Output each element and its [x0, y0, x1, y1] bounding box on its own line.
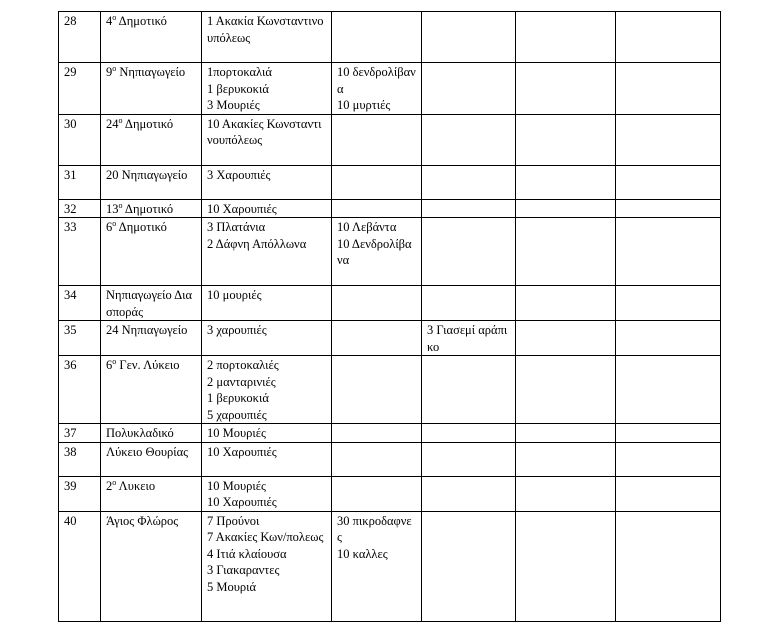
empty-cell: [516, 12, 616, 63]
shrubs-cell: [332, 476, 422, 511]
school-cell: $4^o$ Δημοτικό: [101, 12, 202, 63]
shrubs-cell: 30 πικροδαφνες 10 καλλες: [332, 511, 422, 621]
row-number: 34: [59, 286, 101, 321]
school-cell: Λύκειο Θουρίας: [101, 442, 202, 476]
empty-cell: [616, 424, 721, 443]
other-cell: [422, 424, 516, 443]
row-number: 29: [59, 63, 101, 115]
empty-cell: [516, 199, 616, 218]
school-cell: Άγιος Φλώρος: [101, 511, 202, 621]
trees-cell: 7 Προύνοι 7 Ακακίες Κων/πολεως 4 Ιτιά κλαίουσα 3 Γιακαραντες 5 Μουριά: [202, 511, 332, 621]
empty-cell: [516, 218, 616, 286]
table-row: [59, 286, 721, 321]
row-number: 35: [59, 321, 101, 356]
table-row: [59, 199, 721, 218]
school-cell: $13^o$ Δημοτικό: [101, 199, 202, 218]
empty-cell: [616, 321, 721, 356]
empty-cell: [516, 511, 616, 621]
empty-cell: [616, 442, 721, 476]
trees-cell: 3 Πλατάνια 2 Δάφνη Απόλλωνα: [202, 218, 332, 286]
shrubs-cell: [332, 356, 422, 424]
empty-cell: [516, 442, 616, 476]
school-cell: $2^o$ Λυκειο: [101, 476, 202, 511]
shrubs-cell: [332, 199, 422, 218]
trees-cell: 10 Μουριές: [202, 424, 332, 443]
shrubs-cell: [332, 286, 422, 321]
shrubs-cell: [332, 424, 422, 443]
empty-cell: [616, 218, 721, 286]
other-cell: [422, 356, 516, 424]
school-cell: 20 Νηπιαγωγείο: [101, 165, 202, 199]
trees-cell: 3 Χαρουπιές: [202, 165, 332, 199]
row-number: 39: [59, 476, 101, 511]
row-number: 30: [59, 114, 101, 165]
shrubs-cell: 10 δενδρολίβανα 10 μυρτιές: [332, 63, 422, 115]
shrubs-cell: [332, 442, 422, 476]
tree-planting-table: [58, 11, 721, 622]
table-row: [59, 424, 721, 443]
school-cell: $9^o$ Νηπιαγωγείο: [101, 63, 202, 115]
row-number: 28: [59, 12, 101, 63]
other-cell: 3 Γιασεμί αράπικο: [422, 321, 516, 356]
row-number: 31: [59, 165, 101, 199]
table-row: [59, 511, 721, 621]
trees-cell: 10 Χαρουπιές: [202, 199, 332, 218]
row-number: 36: [59, 356, 101, 424]
school-cell: $6^o$ Γεν. Λύκειο: [101, 356, 202, 424]
empty-cell: [616, 114, 721, 165]
empty-cell: [616, 63, 721, 115]
trees-cell: 1 Ακακία Κωνσταντινουπόλεως: [202, 12, 332, 63]
other-cell: [422, 218, 516, 286]
shrubs-cell: 10 Λεβάντα 10 Δενδρολίβανα: [332, 218, 422, 286]
table-row: [59, 63, 721, 115]
empty-cell: [616, 12, 721, 63]
empty-cell: [516, 286, 616, 321]
school-cell: Πολυκλαδικό: [101, 424, 202, 443]
other-cell: [422, 12, 516, 63]
trees-cell: 3 χαρουπιές: [202, 321, 332, 356]
table-row: [59, 356, 721, 424]
school-cell: $24^o$ Δημοτικό: [101, 114, 202, 165]
row-number: 32: [59, 199, 101, 218]
trees-cell: 10 Ακακίες Κωνσταντινουπόλεως: [202, 114, 332, 165]
empty-cell: [516, 424, 616, 443]
school-cell: $6^o$ Δημοτικό: [101, 218, 202, 286]
table-row: [59, 476, 721, 511]
other-cell: [422, 165, 516, 199]
table-row: [59, 165, 721, 199]
table-row: [59, 218, 721, 286]
trees-cell: 1πορτοκαλιά 1 βερυκοκιά 3 Μουριές: [202, 63, 332, 115]
table-row: [59, 442, 721, 476]
other-cell: [422, 442, 516, 476]
row-number: 40: [59, 511, 101, 621]
empty-cell: [516, 114, 616, 165]
other-cell: [422, 199, 516, 218]
trees-cell: 2 πορτοκαλιές 2 μανταρινιές 1 βερυκοκιά 5 χαρουπιές: [202, 356, 332, 424]
empty-cell: [616, 476, 721, 511]
empty-cell: [516, 321, 616, 356]
school-cell: Νηπιαγωγείο Διασποράς: [101, 286, 202, 321]
other-cell: [422, 286, 516, 321]
empty-cell: [516, 63, 616, 115]
empty-cell: [616, 356, 721, 424]
empty-cell: [516, 165, 616, 199]
shrubs-cell: [332, 321, 422, 356]
other-cell: [422, 476, 516, 511]
school-cell: 24 Νηπιαγωγείο: [101, 321, 202, 356]
empty-cell: [516, 476, 616, 511]
table-body: [59, 12, 721, 622]
trees-cell: 10 μουριές: [202, 286, 332, 321]
row-number: 38: [59, 442, 101, 476]
row-number: 33: [59, 218, 101, 286]
table-row: [59, 321, 721, 356]
table-row: [59, 114, 721, 165]
empty-cell: [616, 511, 721, 621]
other-cell: [422, 114, 516, 165]
shrubs-cell: [332, 12, 422, 63]
trees-cell: 10 Μουριές 10 Χαρουπιές: [202, 476, 332, 511]
empty-cell: [516, 356, 616, 424]
other-cell: [422, 511, 516, 621]
shrubs-cell: [332, 114, 422, 165]
row-number: 37: [59, 424, 101, 443]
empty-cell: [616, 199, 721, 218]
empty-cell: [616, 286, 721, 321]
table-row: [59, 12, 721, 63]
shrubs-cell: [332, 165, 422, 199]
empty-cell: [616, 165, 721, 199]
trees-cell: 10 Χαρουπιές: [202, 442, 332, 476]
other-cell: [422, 63, 516, 115]
